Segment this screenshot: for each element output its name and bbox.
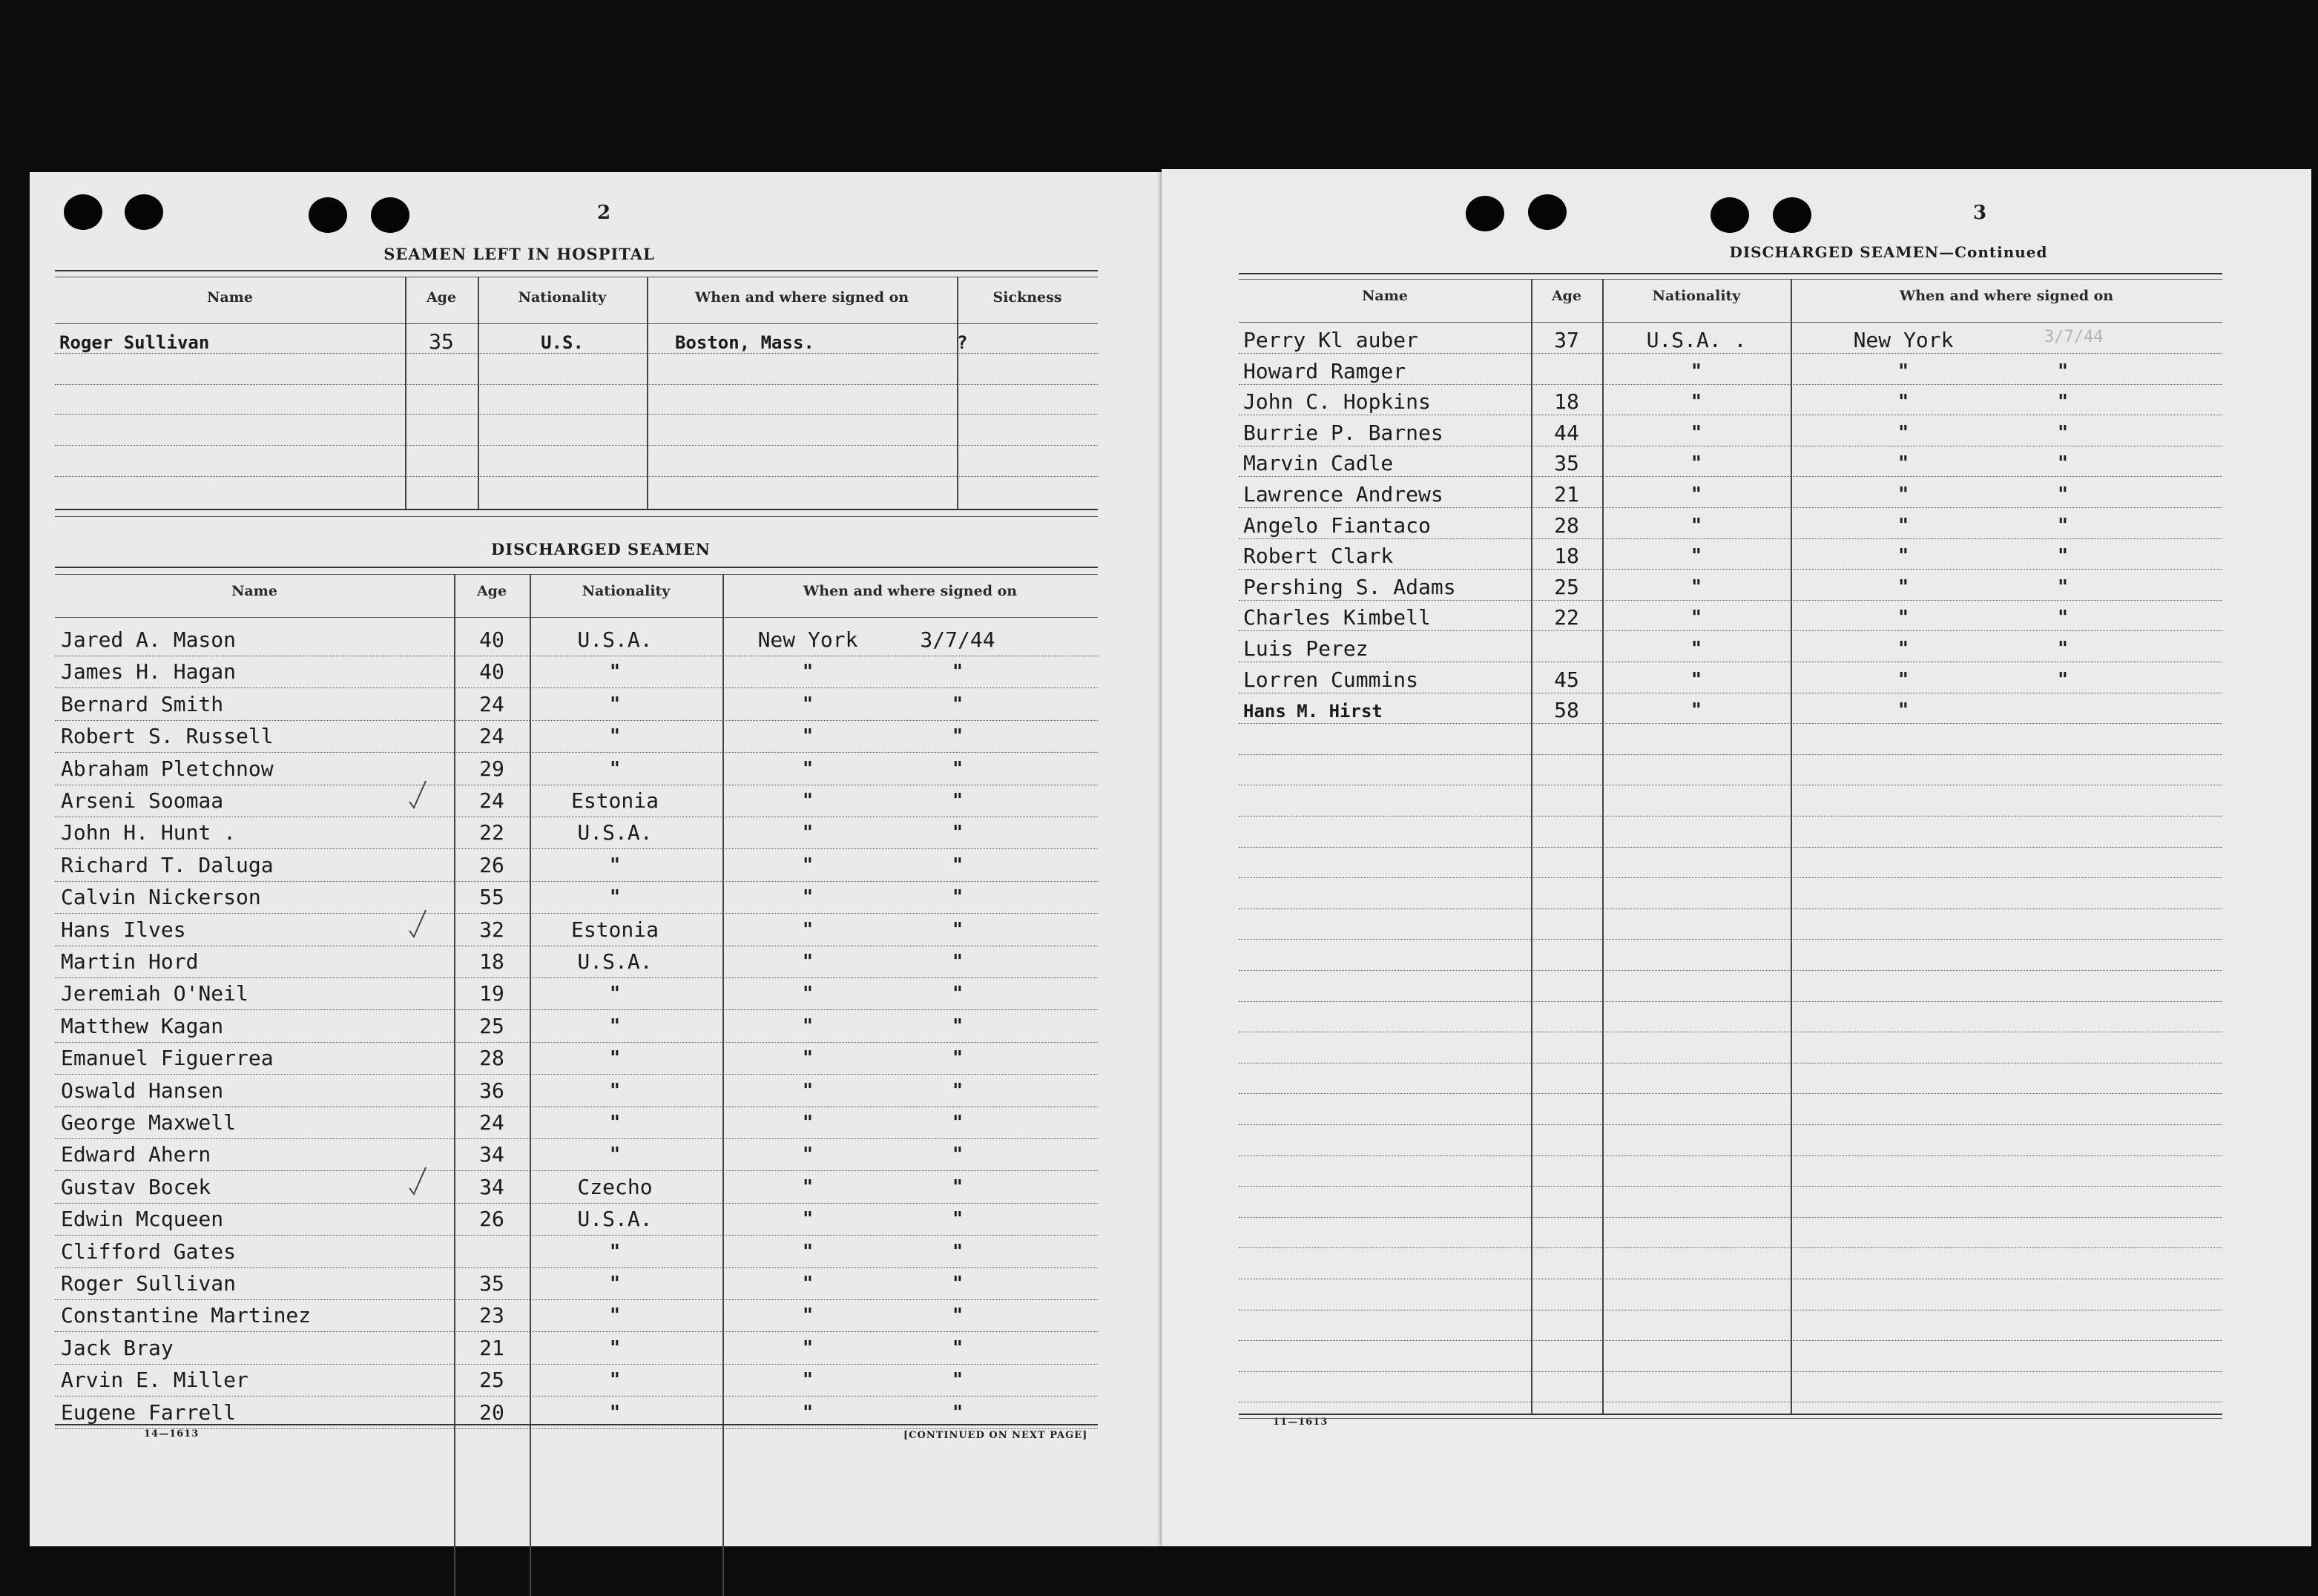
signed-on-date: ": [952, 757, 963, 780]
seaman-nationality: ": [610, 693, 620, 716]
seaman-name: Jared A. Mason: [61, 627, 237, 652]
column-divider: [722, 574, 724, 1596]
discharged-column-header: Name: [231, 583, 277, 599]
signed-on-date: ": [952, 1208, 963, 1231]
signed-on-place: ": [803, 1079, 813, 1102]
row-line: [1239, 1371, 2222, 1372]
signed-on-date: ": [952, 1175, 963, 1198]
seaman-name: Edwin Mcqueen: [61, 1207, 224, 1232]
table-rule: [55, 516, 1098, 517]
seaman-age: 22: [479, 820, 504, 845]
hospital-signed-on: Boston, Mass.: [675, 332, 814, 353]
table-rule: [1239, 279, 2222, 280]
row-line: [55, 1009, 1098, 1010]
signed-on-place: ": [803, 725, 813, 748]
seaman-age: 25: [479, 1013, 504, 1038]
seaman-name: Hans Ilves: [61, 917, 186, 942]
row-line: [1239, 1093, 2222, 1094]
seaman-name: Arvin E. Miller: [61, 1368, 248, 1393]
seaman-age: 23: [479, 1303, 504, 1328]
signed-on-place: ": [1898, 391, 1909, 414]
row-line: [55, 1428, 1098, 1429]
table-rule: [55, 1424, 1098, 1425]
row-line: [55, 1138, 1098, 1139]
seaman-name: Emanuel Figuerrea: [61, 1046, 274, 1071]
signed-on-date: ": [952, 822, 963, 845]
row-line: [1239, 384, 2222, 385]
seaman-nationality: ": [610, 1401, 620, 1424]
seaman-name: Luis Perez: [1243, 636, 1369, 661]
seaman-nationality: U.S.A.: [577, 949, 653, 974]
seaman-name: Lorren Cummins: [1243, 667, 1419, 692]
seaman-age: 34: [479, 1174, 504, 1199]
hospital-column-header: Age: [426, 289, 457, 306]
seaman-name: Matthew Kagan: [61, 1013, 224, 1038]
signed-on-date: ": [2058, 360, 2068, 383]
row-line: [1239, 538, 2222, 539]
row-line: [55, 848, 1098, 849]
seaman-age: 24: [479, 724, 504, 749]
seaman-name: Jeremiah O'Neil: [61, 981, 248, 1006]
signed-on-date: ": [952, 1401, 963, 1424]
seaman-age: 21: [479, 1335, 504, 1360]
seaman-nationality: ": [610, 1079, 620, 1102]
seaman-name: Jack Bray: [61, 1335, 174, 1360]
seaman-name: Bernard Smith: [61, 691, 224, 716]
seaman-nationality: Czecho: [577, 1174, 653, 1199]
binder-hole: [64, 194, 102, 230]
signed-on-date: ": [2058, 484, 2068, 506]
seaman-nationality: ": [610, 1336, 620, 1359]
table-rule: [1239, 322, 2222, 323]
signed-on-place: ": [803, 1273, 813, 1295]
seaman-nationality: ": [610, 1112, 620, 1134]
signed-on-place: ": [1898, 699, 1909, 722]
signed-on-place: ": [803, 790, 813, 812]
continued-column-header: Nationality: [1652, 288, 1741, 304]
signed-on-date: ": [2058, 576, 2068, 598]
row-line: [1239, 353, 2222, 354]
signed-on-date: ": [952, 951, 963, 973]
discharged-column-header: When and where signed on: [803, 583, 1018, 599]
signed-on-date: ": [952, 693, 963, 716]
row-line: [55, 1364, 1098, 1365]
seaman-nationality: Estonia: [570, 917, 659, 942]
seaman-age: 34: [479, 1142, 504, 1167]
hospital-name: Roger Sullivan: [59, 332, 210, 353]
row-line: [55, 977, 1098, 978]
row-line: [1239, 476, 2222, 477]
signed-on-place: ": [803, 918, 813, 941]
row-line: [55, 1203, 1098, 1204]
hospital-column-header: Name: [207, 289, 253, 306]
seaman-nationality: ": [610, 1369, 620, 1392]
row-line: [55, 414, 1098, 415]
seaman-nationality: ": [1691, 699, 1702, 722]
seaman-name: John C. Hopkins: [1243, 389, 1431, 415]
seaman-nationality: ": [610, 1240, 620, 1263]
seaman-name: Howard Ramger: [1243, 358, 1406, 383]
row-line: [1239, 877, 2222, 878]
seaman-nationality: ": [1691, 668, 1702, 691]
continued-column-header: Age: [1551, 288, 1582, 304]
seaman-nationality: U.S.A.: [577, 1207, 653, 1232]
signed-on-date: ": [2058, 607, 2068, 630]
table-rule: [55, 574, 1098, 575]
signed-on-date: ": [952, 1144, 963, 1167]
continued-column-header: Name: [1362, 288, 1408, 304]
row-line: [55, 1267, 1098, 1268]
row-line: [55, 445, 1098, 446]
seaman-age: 24: [479, 691, 504, 716]
signed-on-place: ": [803, 1015, 813, 1038]
row-line: [1239, 1063, 2222, 1064]
check-mark: [408, 909, 427, 938]
signed-on-place: ": [1898, 514, 1909, 537]
row-line: [1239, 1186, 2222, 1187]
hospital-column-header: When and where signed on: [694, 289, 909, 306]
signed-on-place: ": [803, 1175, 813, 1198]
seaman-age: 22: [1554, 605, 1579, 630]
seaman-age: 18: [479, 949, 504, 974]
seaman-name: Hans M. Hirst: [1243, 701, 1383, 722]
signed-on-date: 3/7/44: [920, 627, 995, 652]
signed-on-place: ": [803, 1369, 813, 1392]
hospital-age: 35: [429, 329, 454, 354]
row-line: [55, 1299, 1098, 1300]
signed-on-date: ": [2058, 452, 2068, 475]
seaman-age: 20: [479, 1399, 504, 1425]
seaman-name: James H. Hagan: [61, 659, 237, 685]
seaman-nationality: ": [1691, 607, 1702, 630]
table-rule: [55, 270, 1098, 271]
hospital-column-header: Sickness: [992, 289, 1062, 306]
seaman-nationality: ": [1691, 545, 1702, 568]
row-line: [55, 687, 1098, 688]
seaman-age: 40: [479, 627, 504, 652]
row-line: [1239, 723, 2222, 724]
row-line: [1239, 1217, 2222, 1218]
seaman-nationality: ": [1691, 638, 1702, 660]
seaman-age: 28: [479, 1046, 504, 1071]
row-line: [55, 476, 1098, 477]
seaman-name: Arseni Soomaa: [61, 788, 224, 813]
signed-on-place: New York: [757, 627, 858, 652]
page-number: 3: [1973, 202, 1987, 224]
signed-on-place: ": [1898, 668, 1909, 691]
seaman-name: Richard T. Daluga: [61, 852, 274, 877]
signed-on-place: ": [803, 693, 813, 716]
seaman-name: Angelo Fiantaco: [1243, 512, 1431, 538]
seaman-name: Edward Ahern: [61, 1142, 211, 1167]
column-divider: [647, 277, 648, 510]
signed-on-place: ": [803, 983, 813, 1006]
seaman-name: Robert S. Russell: [61, 724, 274, 749]
seaman-age: 28: [1554, 512, 1579, 538]
continued-section-title: DISCHARGED SEAMEN—Continued: [1729, 243, 2048, 261]
check-mark: [408, 1166, 427, 1196]
seaman-age: 18: [1554, 389, 1579, 415]
seaman-name: Martin Hord: [61, 949, 199, 974]
seaman-name: Calvin Nickerson: [61, 885, 261, 910]
seaman-name: Burrie P. Barnes: [1243, 420, 1443, 445]
row-line: [1239, 847, 2222, 848]
signed-on-date: ": [952, 886, 963, 909]
table-rule: [1239, 1418, 2222, 1419]
signed-on-place: ": [1898, 638, 1909, 660]
row-line: [55, 720, 1098, 721]
signed-on-place: ": [803, 1401, 813, 1424]
row-line: [1239, 630, 2222, 631]
signed-on-date: ": [952, 790, 963, 812]
seaman-name: Lawrence Andrews: [1243, 482, 1443, 507]
seaman-name: Constantine Martinez: [61, 1303, 312, 1328]
seaman-age: 24: [479, 1110, 504, 1135]
row-line: [55, 1170, 1098, 1171]
signed-on-place: ": [1898, 576, 1909, 598]
signed-on-date: ": [952, 854, 963, 877]
seaman-age: 25: [1554, 574, 1579, 599]
signed-on-place: New York: [1853, 328, 1954, 352]
seaman-age: 19: [479, 981, 504, 1006]
signed-on-date: ": [2058, 545, 2068, 568]
signed-on-date: ": [952, 1015, 963, 1038]
seaman-nationality: U.S.A.: [577, 627, 653, 652]
seaman-nationality: ": [610, 757, 620, 780]
seaman-name: Marvin Cadle: [1243, 451, 1394, 476]
row-line: [1239, 569, 2222, 570]
seaman-name: Oswald Hansen: [61, 1078, 224, 1103]
hospital-section-title: SEAMEN LEFT IN HOSPITAL: [383, 245, 655, 263]
seaman-nationality: ": [1691, 421, 1702, 444]
seaman-nationality: ": [610, 1305, 620, 1328]
signed-on-place: ": [803, 1112, 813, 1134]
signed-on-place: ": [803, 757, 813, 780]
signed-on-date: ": [952, 1240, 963, 1263]
seaman-name: Robert Clark: [1243, 544, 1394, 569]
table-rule: [55, 323, 1098, 324]
seaman-age: 32: [479, 917, 504, 942]
row-line: [1239, 754, 2222, 755]
seaman-age: 26: [479, 1207, 504, 1232]
row-line: [55, 1042, 1098, 1043]
form-number: 11—1613: [1273, 1417, 1328, 1428]
form-number: 14—1613: [144, 1428, 200, 1440]
signed-on-date: ": [952, 661, 963, 684]
seaman-nationality: ": [1691, 360, 1702, 383]
seaman-nationality: ": [610, 661, 620, 684]
row-line: [55, 1074, 1098, 1075]
seaman-name: Charles Kimbell: [1243, 605, 1431, 630]
seaman-age: 40: [479, 659, 504, 685]
row-line: [1239, 1124, 2222, 1125]
seaman-nationality: ": [610, 854, 620, 877]
continued-column-header: When and where signed on: [1899, 288, 2114, 304]
discharged-column-header: Nationality: [582, 583, 671, 599]
seaman-age: 24: [479, 788, 504, 813]
column-divider: [478, 277, 479, 510]
signed-on-date: ": [952, 1369, 963, 1392]
check-mark: [408, 779, 427, 809]
column-divider: [957, 277, 958, 510]
left-page: [30, 172, 1165, 1546]
signed-on-date: ": [952, 1336, 963, 1359]
seaman-age: 18: [1554, 544, 1579, 569]
seaman-age: 21: [1554, 482, 1579, 507]
continued-note: [CONTINUED ON NEXT PAGE]: [903, 1430, 1088, 1441]
seaman-name: Roger Sullivan: [61, 1271, 237, 1296]
signed-on-place: ": [803, 854, 813, 877]
signed-on-place: ": [803, 822, 813, 845]
signed-on-place: ": [1898, 421, 1909, 444]
binder-hole: [1710, 197, 1749, 233]
right-page: [1162, 169, 2311, 1546]
seaman-nationality: ": [610, 983, 620, 1006]
signed-on-place: ": [803, 951, 813, 973]
row-line: [55, 353, 1098, 354]
signed-on-place: ": [1898, 484, 1909, 506]
seaman-age: 29: [479, 756, 504, 781]
signed-on-place: ": [803, 661, 813, 684]
binder-hole: [309, 197, 347, 233]
seaman-nationality: ": [610, 1015, 620, 1038]
seaman-nationality: ": [1691, 484, 1702, 506]
seaman-nationality: ": [610, 1047, 620, 1070]
seaman-nationality: ": [1691, 576, 1702, 598]
binder-hole: [1528, 194, 1567, 230]
page-number: 2: [597, 202, 611, 224]
signed-on-place: ": [803, 1240, 813, 1263]
signed-on-place: ": [803, 1144, 813, 1167]
row-line: [1239, 507, 2222, 508]
signed-on-date: 3/7/44: [2044, 328, 2104, 346]
seaman-age: 55: [479, 885, 504, 910]
signed-on-date: ": [952, 1305, 963, 1328]
row-line: [1239, 1247, 2222, 1248]
seaman-name: Clifford Gates: [61, 1239, 237, 1264]
signed-on-place: ": [803, 1047, 813, 1070]
signed-on-place: ": [803, 1305, 813, 1328]
signed-on-place: ": [1898, 360, 1909, 383]
signed-on-place: ": [803, 886, 813, 909]
seaman-name: George Maxwell: [61, 1110, 237, 1135]
seaman-nationality: Estonia: [570, 788, 659, 813]
row-line: [55, 881, 1098, 882]
row-line: [55, 1235, 1098, 1236]
table-rule: [1239, 273, 2222, 274]
row-line: [55, 384, 1098, 385]
hospital-column-header: Nationality: [518, 289, 607, 306]
seaman-age: 36: [479, 1078, 504, 1103]
binder-hole: [125, 194, 163, 230]
seaman-age: 37: [1554, 328, 1579, 352]
seaman-name: Abraham Pletchnow: [61, 756, 274, 781]
seaman-name: John H. Hunt .: [61, 820, 237, 845]
seaman-age: 35: [1554, 451, 1579, 476]
seaman-name: Gustav Bocek: [61, 1174, 211, 1199]
seaman-nationality: ": [610, 886, 620, 909]
seaman-nationality: ": [610, 725, 620, 748]
seaman-nationality: ": [610, 1144, 620, 1167]
seaman-name: Pershing S. Adams: [1243, 574, 1456, 599]
signed-on-date: ": [2058, 668, 2068, 691]
signed-on-place: ": [803, 1208, 813, 1231]
seaman-nationality: U.S.A. .: [1646, 328, 1747, 352]
row-line: [1239, 600, 2222, 601]
row-line: [1239, 1155, 2222, 1156]
signed-on-place: ": [1898, 607, 1909, 630]
signed-on-date: ": [952, 918, 963, 941]
seaman-age: 44: [1554, 420, 1579, 445]
signed-on-place: ": [803, 1336, 813, 1359]
signed-on-date: ": [2058, 514, 2068, 537]
discharged-section-title: DISCHARGED SEAMEN: [491, 540, 711, 558]
signed-on-date: ": [952, 983, 963, 1006]
row-line: [55, 752, 1098, 753]
row-line: [1239, 939, 2222, 940]
signed-on-place: ": [1898, 545, 1909, 568]
row-line: [1239, 1001, 2222, 1002]
seaman-nationality: ": [1691, 452, 1702, 475]
row-line: [1239, 1340, 2222, 1341]
signed-on-date: ": [952, 725, 963, 748]
table-rule: [55, 509, 1098, 510]
table-rule: [55, 617, 1098, 618]
binder-hole: [1466, 196, 1504, 231]
row-line: [1239, 816, 2222, 817]
binder-hole: [371, 197, 409, 233]
seaman-age: 45: [1554, 667, 1579, 692]
seaman-nationality: ": [1691, 514, 1702, 537]
signed-on-date: ": [952, 1273, 963, 1295]
seaman-nationality: ": [610, 1273, 620, 1295]
hospital-nationality: U.S.: [541, 332, 584, 353]
seaman-name: Perry Kl auber: [1243, 328, 1419, 352]
seaman-age: 35: [479, 1271, 504, 1296]
seaman-name: Eugene Farrell: [61, 1399, 237, 1425]
seaman-age: 26: [479, 852, 504, 877]
signed-on-date: ": [952, 1047, 963, 1070]
signed-on-date: ": [952, 1079, 963, 1102]
signed-on-place: ": [1898, 452, 1909, 475]
signed-on-date: ": [2058, 421, 2068, 444]
seaman-nationality: U.S.A.: [577, 820, 653, 845]
signed-on-date: ": [2058, 391, 2068, 414]
binder-hole: [1773, 197, 1811, 233]
column-divider: [405, 277, 406, 510]
seaman-nationality: ": [1691, 391, 1702, 414]
row-line: [1239, 970, 2222, 971]
table-rule: [55, 567, 1098, 568]
seaman-age: 25: [479, 1368, 504, 1393]
table-rule: [1239, 1414, 2222, 1415]
row-line: [55, 913, 1098, 914]
discharged-column-header: Age: [476, 583, 507, 599]
row-line: [55, 1331, 1098, 1332]
hospital-sickness: ?: [957, 332, 968, 353]
signed-on-date: ": [952, 1112, 963, 1134]
signed-on-date: ": [2058, 638, 2068, 660]
seaman-age: 58: [1554, 698, 1579, 723]
